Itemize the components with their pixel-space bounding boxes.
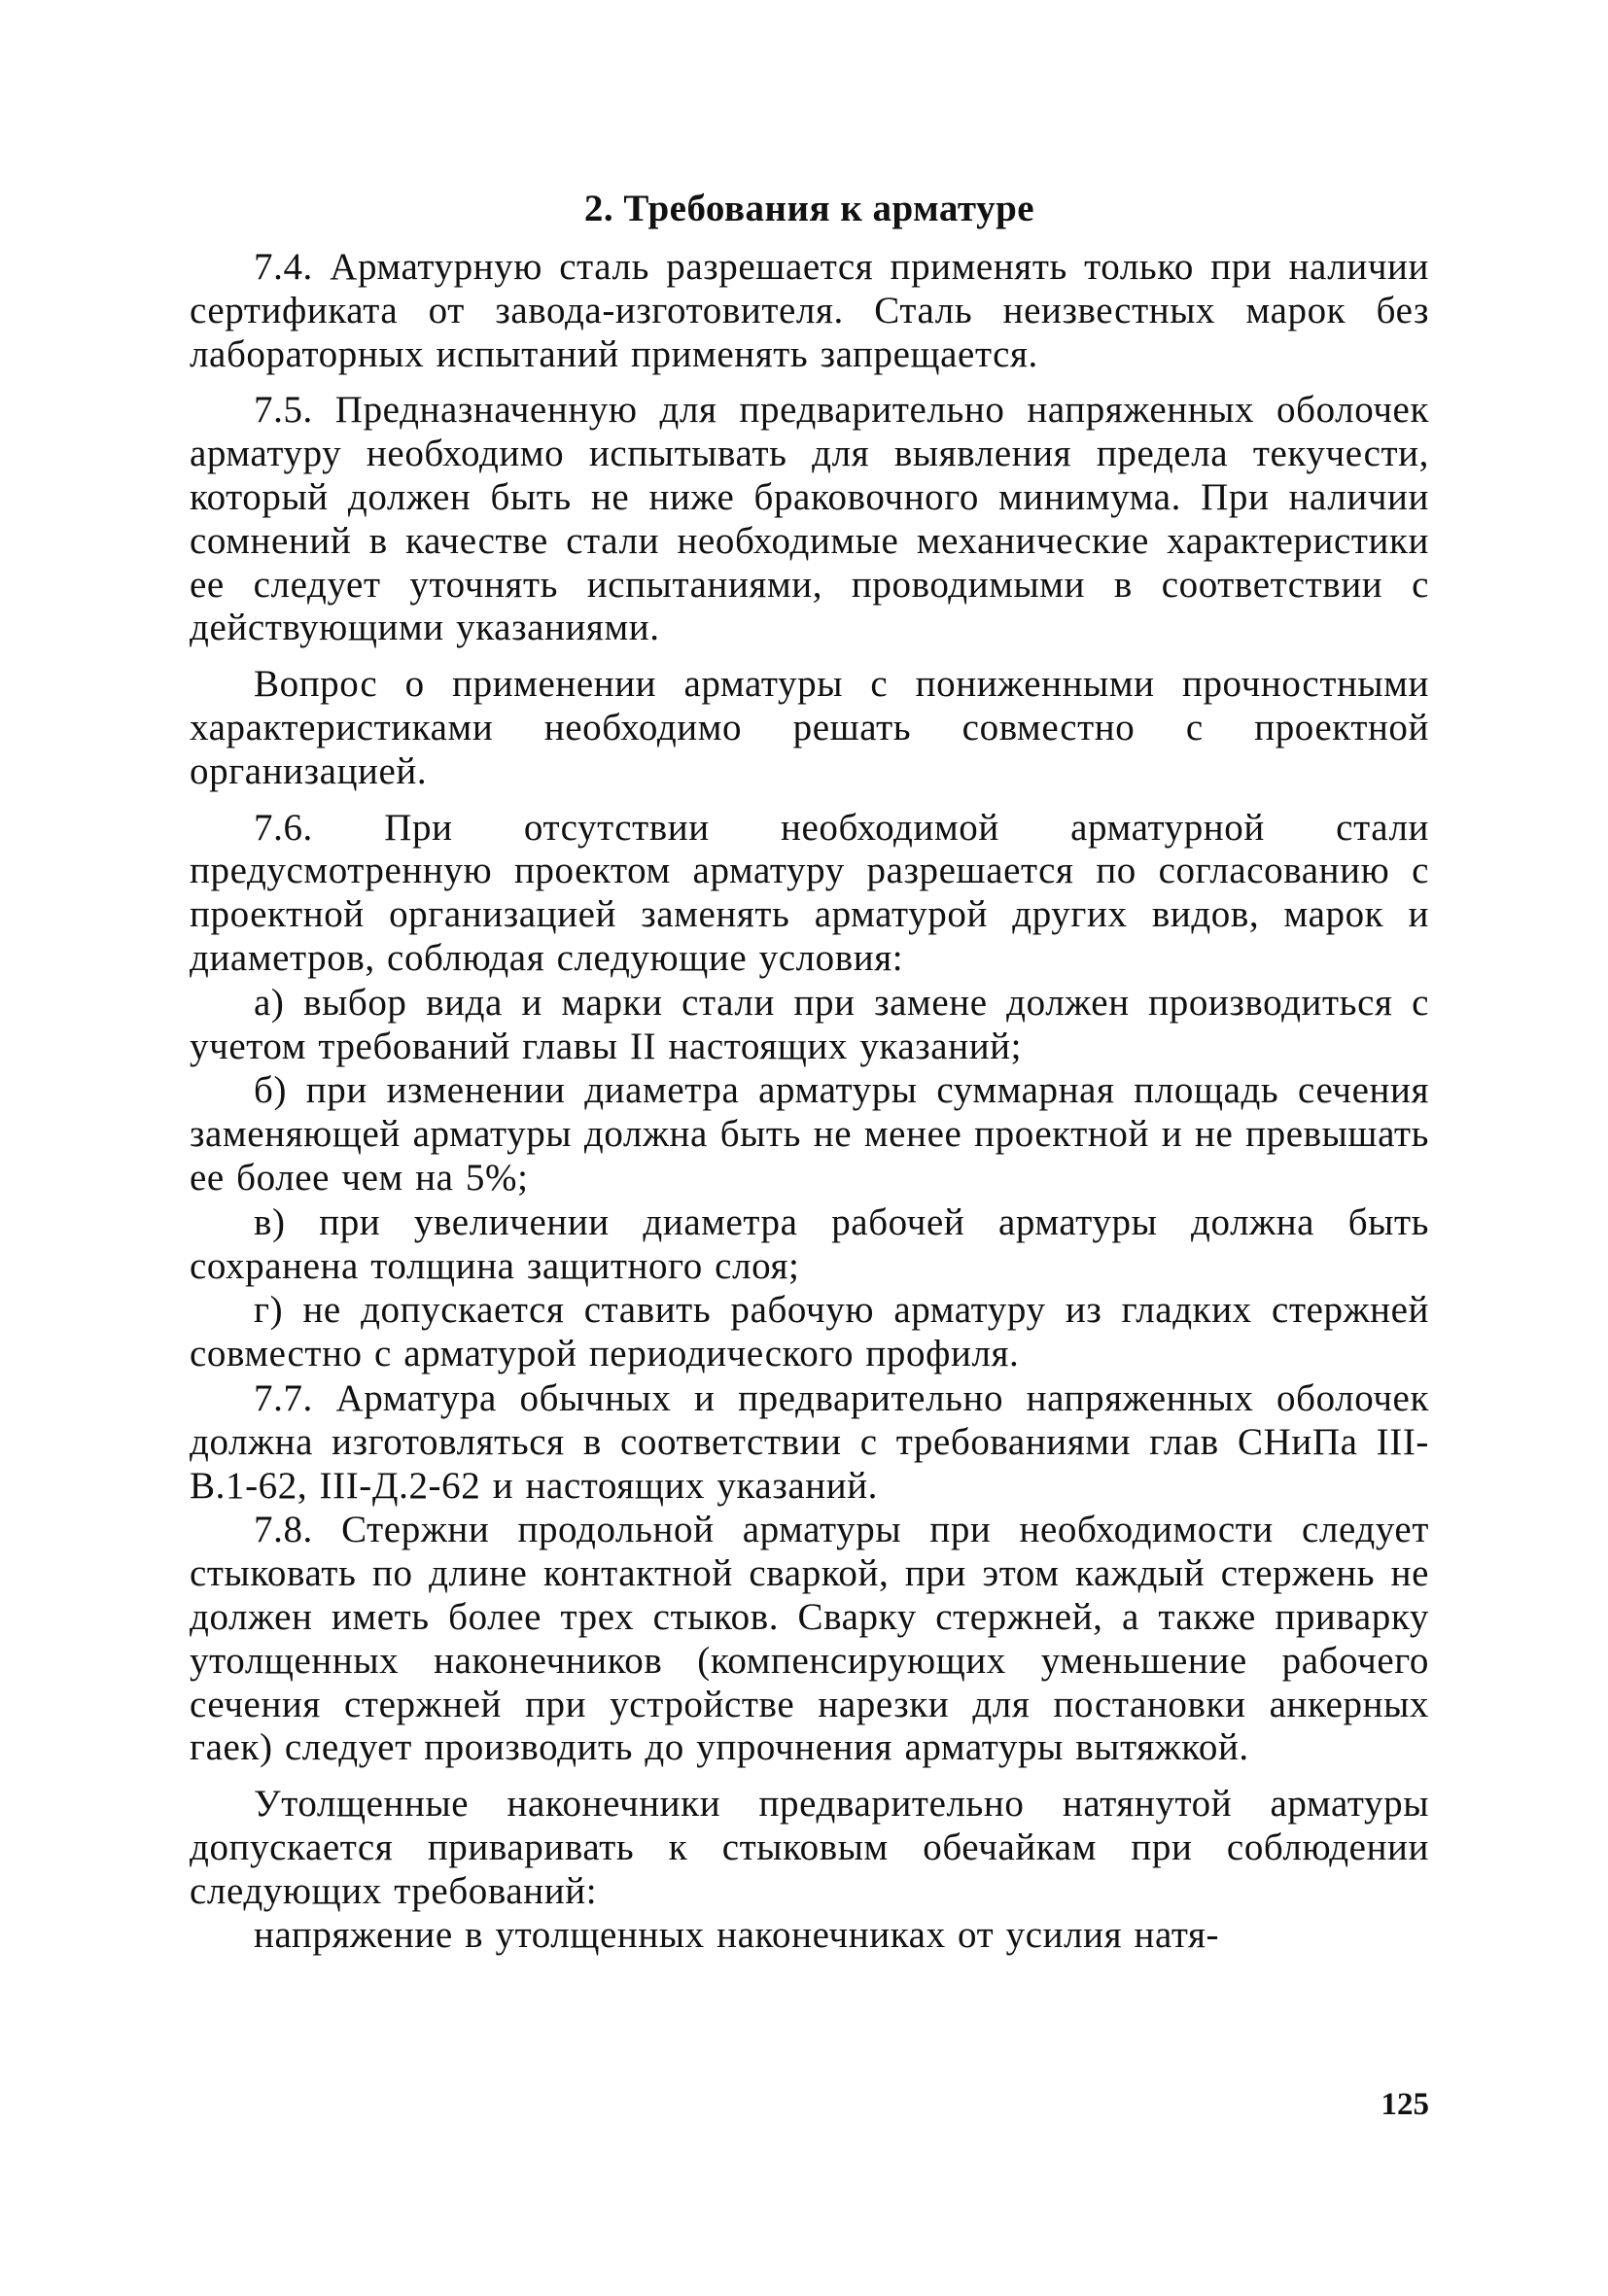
paragraph-7-5: 7.5. Предназначенную для предварительно напряженных оболочек арматуру необходимо испытывать для выявления предела текучести, который должен быть не ниже браковочного минимума. При наличии сомнений в качестве стали необходимые механические характеристики ее следует уточнять испытаниями, проводимыми в соответствии с действующими указаниями. xyxy=(190,389,1429,649)
paragraph-7-6: 7.6. При отсутствии необходимой арматурной стали предусмотренную проектом арматуру разрешается по согласованию с проектной организацией заменять арматурой других видов, марок и диаметров, соблюдая следующие условия: xyxy=(190,806,1429,979)
page-number: 125 xyxy=(1381,2087,1429,2122)
paragraph-tension-stress: напряжение в утолщенных наконечниках от усилия натя- xyxy=(254,1914,1220,1957)
document-page xyxy=(190,146,1429,2187)
paragraph-reduced-strength: Вопрос о применении арматуры с пониженными прочностными характеристиками необходимо решать совместно с проектной организацией. xyxy=(190,663,1429,792)
list-item-v: в) при увеличении диаметра рабочей арматуры должна быть сохранена толщина защитного слоя; xyxy=(190,1200,1429,1287)
section-heading: 2. Требования к арматуре xyxy=(583,188,1035,229)
list-item-a: а) выбор вида и марки стали при замене должен производиться с учетом требований главы II настоящих указаний; xyxy=(190,981,1429,1067)
list-item-b: б) при изменении диаметра арматуры суммарная площадь сечения заменяющей арматуры должна быть не менее проектной и не превышать ее более чем на 5%; xyxy=(190,1069,1429,1199)
paragraph-7-8: 7.8. Стержни продольной арматуры при необходимости следует стыковать по длине контактной сваркой, при этом каждый стержень не должен иметь более трех стыков. Сварку стержней, а также приварку утолщенных наконечников (компенсирующих уменьшение рабочего сечения стержней при устройстве нарезки для постановки анкерных гаек) следует производить до упрочнения арматуры вытяжкой. xyxy=(190,1509,1429,1769)
paragraph-7-4: 7.4. Арматурную сталь разрешается применять только при наличии сертификата от завода-изготовителя. Сталь неизвестных марок без лабораторных испытаний применять запрещается. xyxy=(190,246,1429,375)
paragraph-7-7: 7.7. Арматура обычных и предварительно напряженных оболочек должна изготовляться в соответствии с требованиями глав СНиПа III-В.1-62, III-Д.2-62 и настоящих указаний. xyxy=(190,1376,1429,1507)
paragraph-thickened-ends: Утолщенные наконечники предварительно натянутой арматуры допускается приваривать к стыковым обечайкам при соблюдении следующих требований: xyxy=(190,1783,1429,1912)
list-item-g: г) не допускается ставить рабочую арматуру из гладких стержней совместно с арматурой периодического профиля. xyxy=(190,1289,1429,1375)
